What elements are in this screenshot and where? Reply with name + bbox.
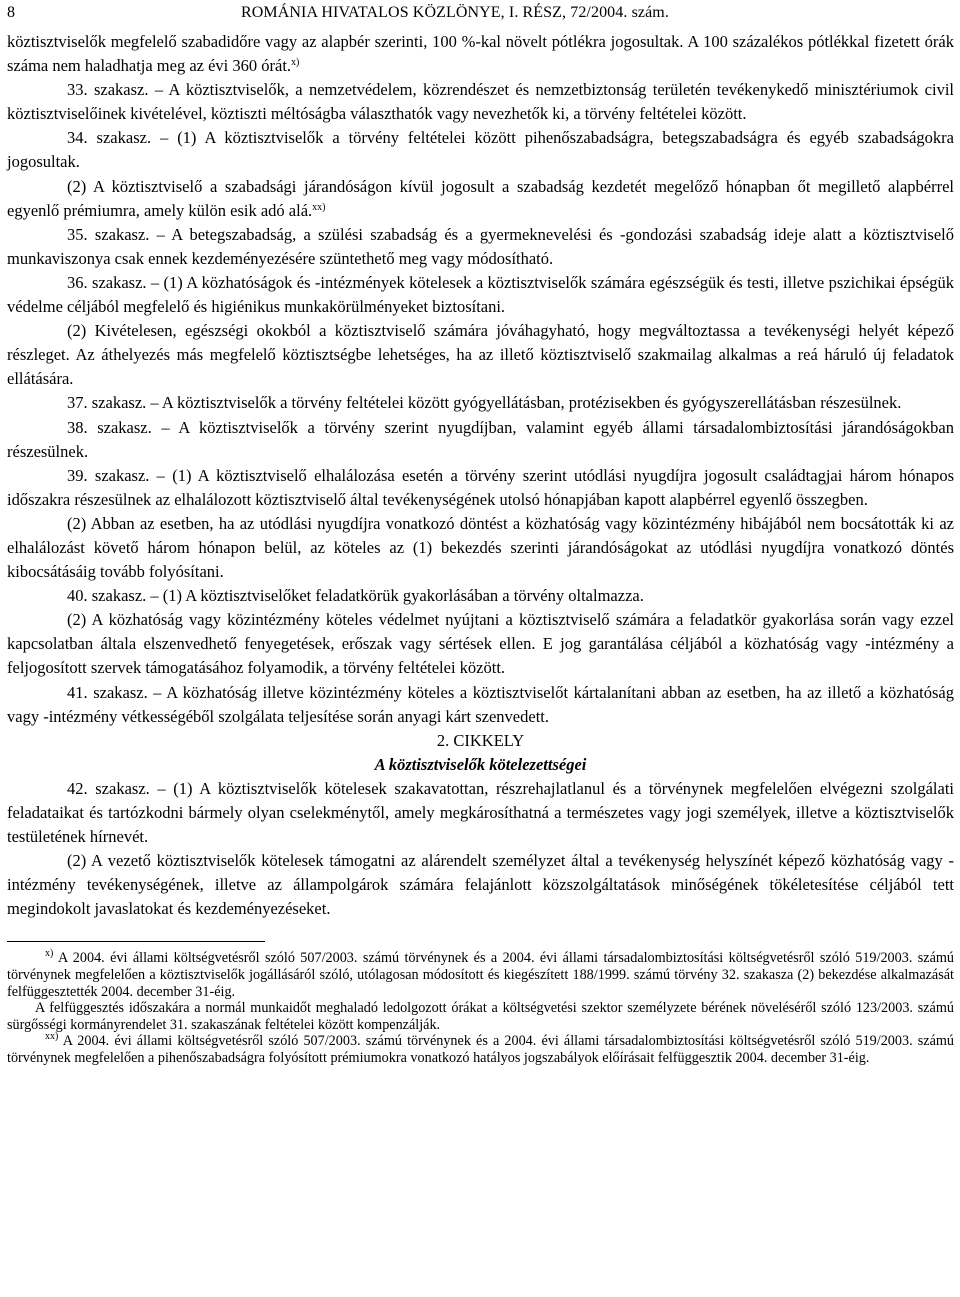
section-38: 38. szakasz. – A köztisztviselők a törvény szerint nyugdíjban, valamint egyéb állami társadalombiztosítási járandóságokban részesülnek.: [7, 417, 954, 461]
chapter-title: A köztisztviselők kötelezettségei: [374, 754, 587, 774]
section-42-1: 42. szakasz. – (1) A köztisztviselők kötelesek szakavatottan, részrehajlatlanul és a törvénynek megfelelően elvégezni szolgálati feladataikat és tartózkodni bármely olyan cselekménytől, amely megkárosíthatná a természetes vagy jogi személyek, illetve a köztisztviselők testületének hírnevét.: [7, 778, 954, 847]
page-header: [7, 0, 954, 30]
section-39-2: (2) Abban az esetben, ha az utódlási nyugdíjra vonatkozó döntést a közhatóság vagy közintézmény hibájából nem bocsátották ki az elhalálozást követő három hónapon belül, az köteles az (1) bekezdés szerinti járandóságokat az utódlási nyugdíjra vonatkozó döntés kibocsátásáig tovább folyósítani.: [7, 513, 954, 582]
footnote-xx: $^{xx)}$ A 2004. évi állami költségvetésről szóló 507/2003. számú törvénynek és a 2004. évi állami társadalombiztosítási költségvetésről szóló 519/2003. számú törvénynek megfelelően a pihenőszabadságra folyósított prémiumokra vonatkozó hatályos jogszabályok előírásait felfüggesztik 2004. december 31-éig.: [7, 1031, 954, 1067]
section-33: 33. szakasz. – A köztisztviselők, a nemzetvédelem, közrendészet és nemzetbiztonság területén tevékenykedő minisztériumok civil köztisztviselőinek kivételével, köztiszti méltóságba választhatók vagy nevezhetők ki, a törvény feltételei között.: [7, 80, 954, 124]
section-36-2: (2) Kivételesen, egészségi okokból a köztisztviselő számára jóváhagyható, hogy megváltoztassa a tevékenységi helyét képező részleget. Az áthelyezés más megfelelő köztisztségbe lehetséges, ha az illető köztisztviselő szakmailag alkalmas a reá háruló új feladatok ellátására.: [7, 321, 954, 389]
footnote-ref-xx: xx): [312, 201, 326, 213]
section-37: 37. szakasz. – A köztisztviselők a törvény feltételei között gyógyellátásban, protézisekben és gyógyszerellátásban részesülnek.: [67, 393, 902, 413]
paragraph-32-continuation: köztisztviselők megfelelő szabadidőre vagy az alapbér szerinti, 100 %-kal növelt pótlékra jogosultak. A 100 százalékos pótlékkal fizetett órák száma nem haladhatja meg az évi 360 órát.$^{x)}$: [7, 32, 954, 76]
footnote-mark-xx: xx): [45, 1031, 59, 1043]
section-39-1: 39. szakasz. – (1) A köztisztviselő elhalálozása esetén a törvény szerint utódlási nyugdíjra jogosult családtagjai három hónapos időszakra részesülnek az elhalálozott köztisztviselő által tevékenységének utolsó hónapjában kapott alapbérrel egyenlő összegben.: [7, 465, 954, 509]
section-36-1: 36. szakasz. – (1) A közhatóságok és -intézmények kötelesek a köztisztviselők számára egészségük és testi, illetve pszichikai épségük védelme céljából megfelelő és higiénikus munkakörülményeket biztosítani.: [7, 272, 954, 317]
section-40-2: (2) A közhatóság vagy közintézmény köteles védelmet nyújtani a köztisztviselő számára a feladatkör gyakorlása során vagy ezzel kapcsolatban általa elszenvedhető fenyegetések, erőszak vagy sértések ellen. E jog garantálása céljából a közhatóság vagy -intézmény a feljogosított szervek támogatásához folyamodik, a törvény feltételei között.: [7, 610, 954, 678]
page-number: 8: [7, 4, 15, 21]
document-body: [7, 30, 954, 921]
section-40-1: 40. szakasz. – (1) A köztisztviselőket feladatkörük gyakorlásában a törvény oltalmazza.: [67, 586, 644, 606]
footnotes: [7, 950, 954, 1066]
document-page: [7, 0, 954, 1067]
footnote-mark-x: x): [45, 948, 54, 960]
footnote-x: $^{x)}$ A 2004. évi állami költségvetésről szóló 507/2003. számú törvénynek és a 2004. évi állami társadalombiztosítási költségvetésről szóló 519/2003. számú törvénynek megfelelően a köztisztviselők jogállásáról szóló, utólagosan módosított és kiegészített 188/1999. számú törvény 32. szakasza (2) bekezdése alkalmazását felfüggesztették 2004. december 31-éig.: [7, 948, 954, 1000]
footnote-separator: [7, 941, 265, 942]
gazette-title: ROMÁNIA HIVATALOS KÖZLÖNYE, I. RÉSZ, 72/2004. szám.: [241, 4, 669, 21]
footnote-ref-x: x): [291, 57, 300, 69]
section-34-2: (2) A köztisztviselő a szabadsági járandóságon kívül jogosult a szabadság kezdetét megelőző hónapban őt megillető alapbérrel egyenlő prémiumra, amely külön esik adó alá.$^{xx)}$: [7, 176, 954, 220]
section-41: 41. szakasz. – A közhatóság illetve közintézmény köteles a köztisztviselőt kártalanítani abban az esetben, ha az illető a közhatóság vagy -intézmény vétkességéből szolgálata teljesítése során anyagi kárt szenvedett.: [7, 682, 954, 726]
section-42-2: (2) A vezető köztisztviselők kötelesek támogatni az alárendelt személyzet által a tevékenység helyszínét képező közhatóság vagy -intézmény tevékenységének, illetve az állampolgárok számára felajánlott közszolgáltatások minőségének tökéletesítése céljából tett megindokolt javaslatokat és kezdeményezéseket.: [7, 851, 954, 919]
footnote-x-continued: A felfüggesztés időszakára a normál munkaidőt meghaladó ledolgozott órákat a költségvetési szektor személyzete bérének növeléséről szóló 123/2003. számú sürgősségi kormányrendelet 31. szakaszának feltételei között kompenzálják.: [7, 1000, 954, 1033]
section-35: 35. szakasz. – A betegszabadság, a szülési szabadság és a gyermeknevelési és -gondozási szabadság ideje alatt a köztisztviselő munkaviszonya csak ennek kezdeményezésére szüntethető meg vagy módosítható.: [7, 224, 954, 268]
chapter-number: 2. CIKKELY: [436, 730, 525, 750]
section-34-1: 34. szakasz. – (1) A köztisztviselők a törvény feltételei között pihenőszabadságra, betegszabadságra és egyéb szabadságokra jogosultak.: [7, 128, 954, 172]
